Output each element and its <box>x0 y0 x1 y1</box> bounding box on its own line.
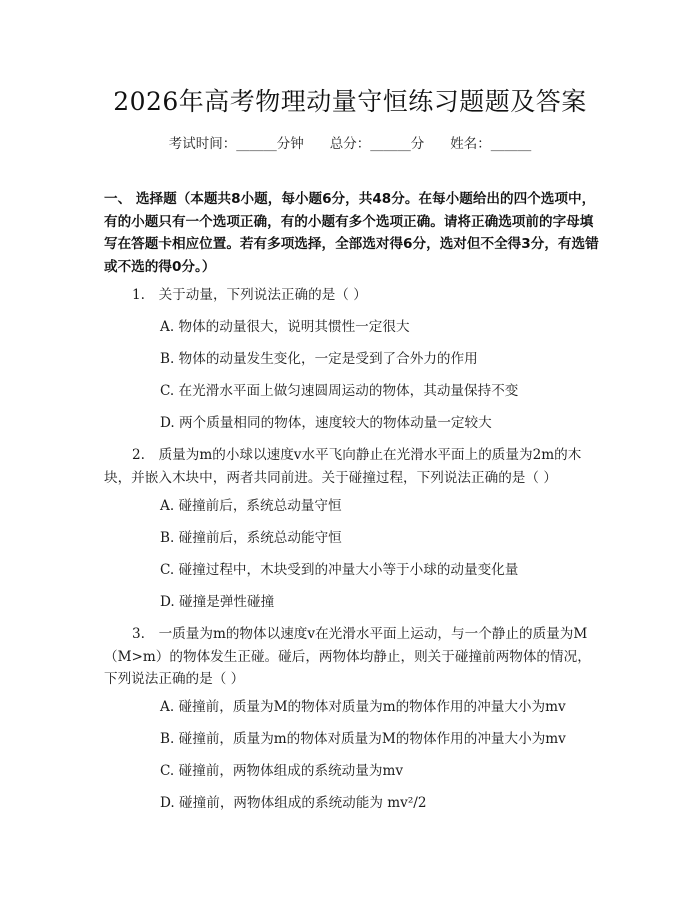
question-3-stem: 3. 一质量为m的物体以速度v在光滑水平面上运动，与一个静止的质量为M（M>m）的物体发生正碰。碰后，两物体均静止，则关于碰撞前两物体的情况，下列说法正确的是（ ） <box>104 626 591 687</box>
total-score-field: 总分：______分 <box>329 136 425 152</box>
question-2-option-d: D. 碰撞是弹性碰撞 <box>160 594 275 610</box>
question-1-option-d: D. 两个质量相同的物体，速度较大的物体动量一定较大 <box>160 415 492 431</box>
exam-meta <box>0 132 700 152</box>
section-heading: 一、 选择题（本题共8小题，每小题6分，共48分。在每小题给出的四个选项中，有的小题只有一个选项正确，有的小题有多个选项正确。请将正确选项前的字母填写在答题卡相应位置。若有多项选择，全部选对得6分，选对但不全得3分，有选错或不选的得0分。） <box>104 191 599 275</box>
question-2-option-a: A. 碰撞前后，系统总动量守恒 <box>160 498 342 514</box>
student-name-field: 姓名：______ <box>450 136 532 152</box>
exam-time-field: 考试时间：______分钟 <box>168 136 304 152</box>
question-1-stem: 1. 关于动量，下列说法正确的是（ ） <box>132 287 367 303</box>
question-1-option-a: A. 物体的动量很大，说明其惯性一定很大 <box>160 319 410 335</box>
question-2-option-c: C. 碰撞过程中，木块受到的冲量大小等于小球的动量变化量 <box>160 562 519 578</box>
question-3-option-b: B. 碰撞前，质量为m的物体对质量为M的物体作用的冲量大小为mv <box>160 731 566 747</box>
question-3-option-d: D. 碰撞前，两物体组成的系统动能为 mv²/2 <box>160 795 427 811</box>
question-1-option-c: C. 在光滑水平面上做匀速圆周运动的物体，其动量保持不变 <box>160 383 519 399</box>
page-title: 2026年高考物理动量守恒练习题题及答案 <box>113 87 587 116</box>
question-2-stem: 2. 质量为m的小球以速度v水平飞向静止在光滑水平面上的质量为2m的木块，并嵌入木块中，两者共同前进。关于碰撞过程，下列说法正确的是（ ） <box>104 447 582 486</box>
question-3-option-c: C. 碰撞前，两物体组成的系统动量为mv <box>160 763 404 779</box>
question-2-option-b: B. 碰撞前后，系统总动能守恒 <box>160 530 342 546</box>
question-1-option-b: B. 物体的动量发生变化，一定是受到了合外力的作用 <box>160 351 478 367</box>
question-3-option-a: A. 碰撞前，质量为M的物体对质量为m的物体作用的冲量大小为mv <box>160 699 566 715</box>
